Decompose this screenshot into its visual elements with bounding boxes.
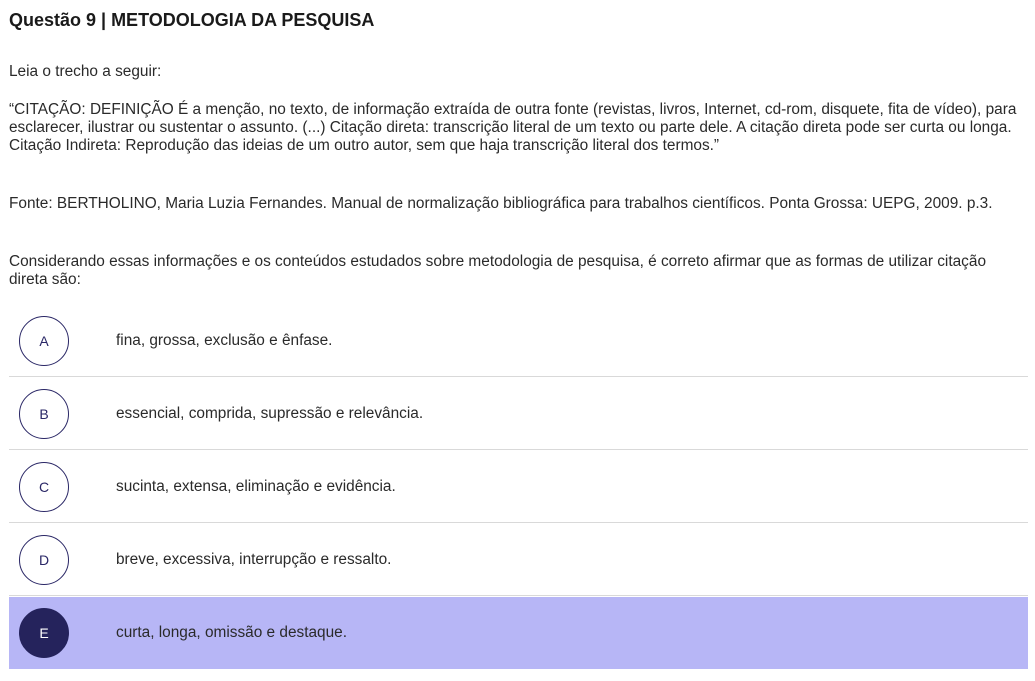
- question-command: Considerando essas informações e os conteúdos estudados sobre metodologia de pesquisa, é correto afirmar que as formas de utilizar citação direta são:: [9, 253, 986, 288]
- option-letter-badge: C: [19, 462, 69, 512]
- option-letter-badge: A: [19, 316, 69, 366]
- option-text: curta, longa, omissão e destaque.: [116, 624, 348, 641]
- option-e[interactable]: [9, 597, 1028, 669]
- option-text: sucinta, extensa, eliminação e evidência.: [116, 478, 396, 495]
- question-title: Questão 9 | METODOLOGIA DA PESQUISA: [9, 10, 375, 30]
- option-letter-badge: B: [19, 389, 69, 439]
- option-text: breve, excessiva, interrupção e ressalto.: [116, 551, 392, 568]
- option-letter-badge: E: [19, 608, 69, 658]
- option-text: essencial, comprida, supressão e relevância.: [116, 405, 424, 422]
- option-text: fina, grossa, exclusão e ênfase.: [116, 332, 333, 349]
- question-quote: “CITAÇÃO: DEFINIÇÃO É a menção, no texto, de informação extraída de outra fonte (revistas, livros, Internet, cd-rom, disquete, fita de vídeo), para esclarecer, ilustrar ou sustentar o assunto. (...) Citação direta: transcrição literal de um texto ou parte dele. A citação direta pode ser curta ou longa. Citação Indireta: Reprodução das ideias de um outro autor, sem que haja transcrição literal dos termos.”: [9, 101, 1017, 154]
- question-intro: Leia o trecho a seguir:: [9, 63, 162, 80]
- option-a[interactable]: [9, 305, 1028, 377]
- option-letter-badge: D: [19, 535, 69, 585]
- question-source: Fonte: BERTHOLINO, Maria Luzia Fernandes. Manual de normalização bibliográfica para trabalhos científicos. Ponta Grossa: UEPG, 2009. p.3.: [9, 195, 993, 212]
- option-c[interactable]: [9, 451, 1028, 523]
- option-b[interactable]: [9, 378, 1028, 450]
- option-d[interactable]: [9, 524, 1028, 596]
